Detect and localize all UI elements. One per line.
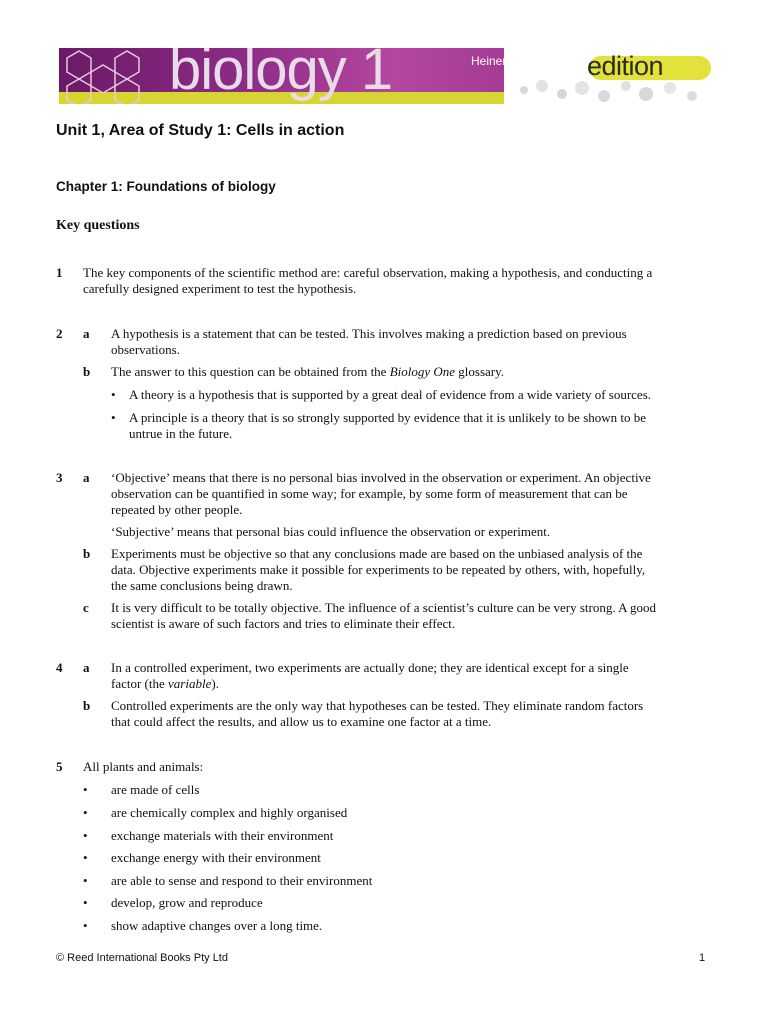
question-2-number: 2 [56,326,63,341]
question-4b-label: b [83,698,91,713]
header-banner [59,48,711,104]
question-2b-bullet-2-line-1: A principle is a theory that is so strongly supported by evidence that it is unlikely to be shown to be [129,410,647,425]
dot-pattern-icon [504,78,711,104]
question-5-bullet: exchange energy with their environment [111,850,321,865]
question-4a-line-2 [111,676,219,692]
question-3a-line-3: repeated by other people. [111,502,243,517]
bullet-icon: • [83,895,88,910]
question-2b-bullet-2-line-2: untrue in the future. [129,426,233,441]
question-2a-line-1: A hypothesis is a statement that can be tested. This involves making a prediction based on previous [111,326,627,341]
question-3b-line-1: Experiments must be objective so that any conclusions made are based on the unbiased analysis of the [111,546,643,561]
question-3b-label: b [83,546,91,561]
question-5-number: 5 [56,759,63,774]
question-4b-line-2: that could affect the results, and allow us to examine one factor at a time. [111,714,492,729]
question-4a-line-1: In a controlled experiment, two experiments are actually done; they are identical except for a single [111,660,629,675]
question-5-intro: All plants and animals: [83,759,204,774]
book-name-emphasis: Biology One [389,364,456,379]
question-4a-line-2-post: ). [211,676,219,691]
question-3b-line-2: data. Objective experiments make it possible for experiments to be repeated by others, with, hopefully, [111,562,646,577]
question-5-bullet: are able to sense and respond to their environment [111,873,373,888]
edition-number: 4th [541,51,580,81]
question-5-bullet: are chemically complex and highly organised [111,805,348,820]
question-4-number: 4 [56,660,63,675]
bullet-icon: • [83,805,88,820]
page-number: 1 [699,952,706,964]
chapter-title: Chapter 1: Foundations of biology [56,179,276,194]
question-1-number: 1 [56,265,63,280]
question-3a-label: a [83,470,90,485]
question-4a-line-2-pre: factor (the [111,676,169,691]
question-1-answer-line-2: carefully designed experiment to test the hypothesis. [83,281,357,296]
question-3c-line-1: It is very difficult to be totally objective. The influence of a scientist’s culture can be very strong. A good [111,600,657,615]
bullet-icon: • [111,410,116,425]
bullet-icon: • [83,850,88,865]
bullet-icon: • [83,782,88,797]
question-2b-text-pre: The answer to this question can be obtained from the [111,364,390,379]
hexagon-pattern-icon [59,48,179,104]
question-3a-line-4: ‘Subjective’ means that personal bias could influence the observation or experiment. [111,524,551,539]
question-1-answer-line-1: The key components of the scientific method are: careful observation, making a hypothesis, and conducting a [83,265,653,280]
copyright-notice: © Reed International Books Pty Ltd [56,952,228,964]
question-3c-label: c [83,600,89,615]
publisher-name: Heinemann [471,54,533,68]
question-5-bullet: exchange materials with their environment [111,828,334,843]
question-3-number: 3 [56,470,63,485]
book-title: biology 1 [169,48,393,102]
question-5-bullet: show adaptive changes over a long time. [111,918,323,933]
question-3b-line-3: the same conclusions being drawn. [111,578,293,593]
unit-title: Unit 1, Area of Study 1: Cells in action [56,122,345,139]
bullet-icon: • [83,828,88,843]
variable-emphasis: variable [168,676,212,691]
question-2b-bullet-1: A theory is a hypothesis that is supported by a great deal of evidence from a wide variety of sources. [129,387,652,402]
question-3a-line-1: ‘Objective’ means that there is no personal bias involved in the observation or experiment. An objective [111,470,651,485]
question-2b-text [111,364,504,380]
edition-word: edition [580,51,664,81]
question-3c-line-2: scientist is aware of such factors and tries to eliminate their effect. [111,616,456,631]
question-3a-line-2: observation can be quantified in some way; for example, by some form of measurement that can be [111,486,628,501]
question-2a-label: a [83,326,90,341]
question-4a-label: a [83,660,90,675]
bullet-icon: • [83,918,88,933]
section-heading: Key questions [56,218,140,233]
question-2b-label: b [83,364,91,379]
question-4b-line-1: Controlled experiments are the only way that hypotheses can be tested. They eliminate random factors [111,698,644,713]
question-5-bullet: are made of cells [111,782,200,797]
question-5-bullet: develop, grow and reproduce [111,895,263,910]
question-2b-text-post: glossary. [455,364,505,379]
question-2a-line-2: observations. [111,342,180,357]
bullet-icon: • [83,873,88,888]
bullet-icon: • [111,387,116,402]
